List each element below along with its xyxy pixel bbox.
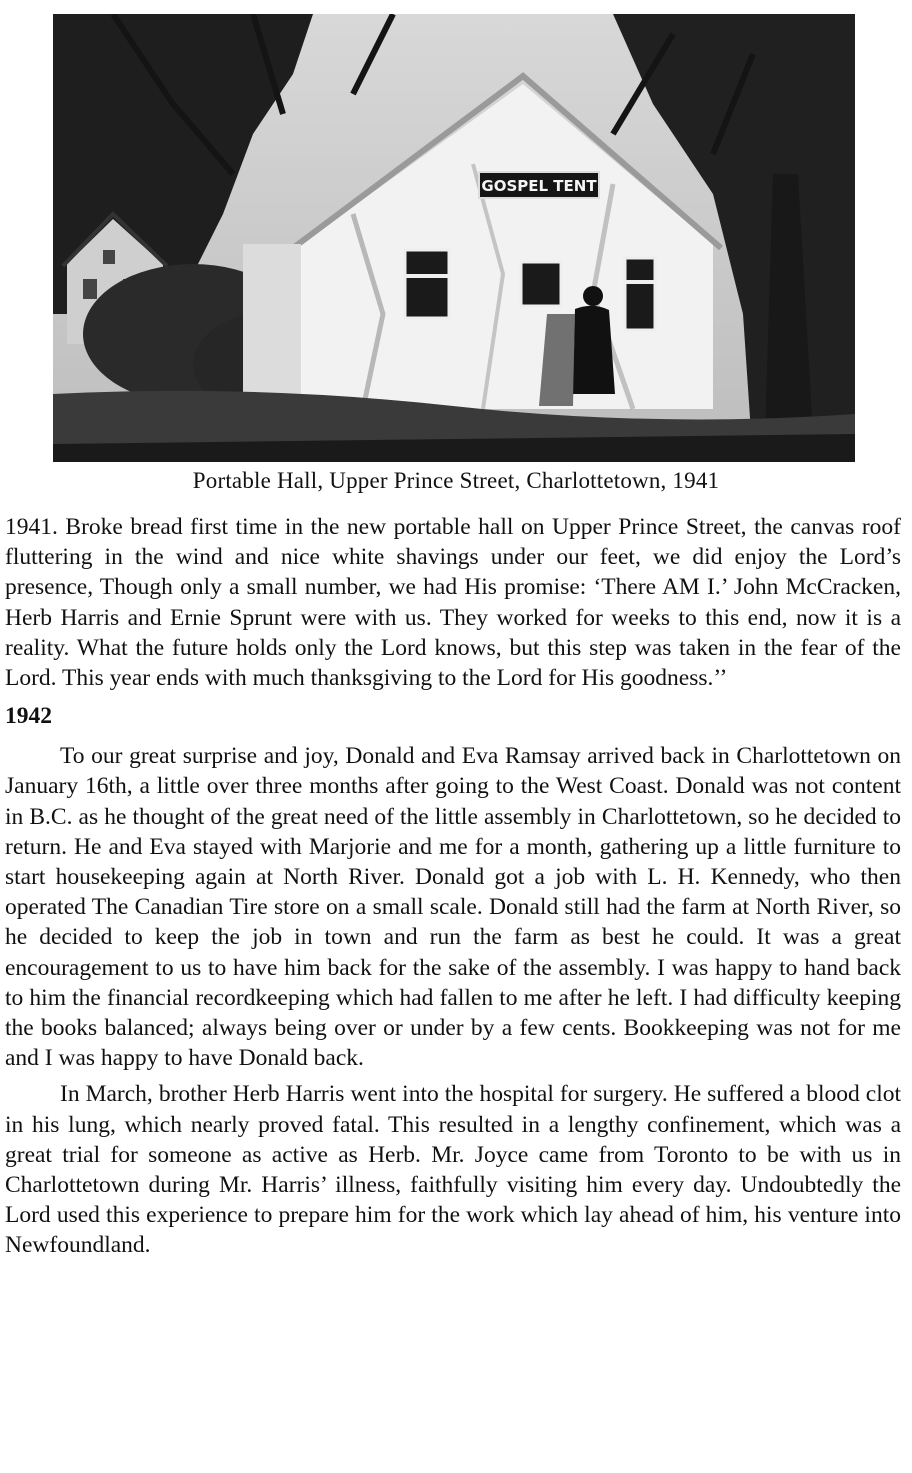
article-body — [5, 512, 901, 1261]
sign-text: GOSPEL TENT — [481, 177, 597, 195]
portable-hall-photo — [53, 14, 855, 462]
paragraph-herb-harris: In March, brother Herb Harris went into the hospital for surgery. He suffered a blood clot in his lung, which nearly proved fatal. This resulted in a lengthy confinement, which was a great trial for someone as active as Herb. Mr. Joyce came from Toronto to be with us in Charlottetown during Mr. Harris’ illness, faithfully visiting him every day. Undoubtedly the Lord used this experience to prepare him for the work which lay ahead of him, his venture into Newfoundland. — [5, 1081, 901, 1259]
photo-caption: Portable Hall, Upper Prince Street, Charlottetown, 1941 — [192, 468, 720, 493]
photo-illustration — [53, 14, 855, 462]
paragraph-ramsay-return: To our great surprise and joy, Donald and Eva Ramsay arrived back in Charlottetown on January 16th, a little over three months after going to the West Coast. Donald was not content in B.C. as he thought of the great need of the little assembly in Charlottetown, so he decided to return. He and Eva stayed with Marjorie and me for a month, gathering up a little furniture to start housekeeping again at North River. Donald got a job with L. H. Kennedy, who then operated The Canadian Tire store on a small scale. Donald still had the farm at North River, so he decided to keep the job in town and run the farm as best he could. It was a great encouragement to us to have him back for the sake of the assembly. I was happy to hand back to him the financial recordkeeping which had fallen to me after he left. I had difficulty keeping the books balanced; always being over or under by a few cents. Bookkeeping was not for me and I was happy to have Donald back. — [5, 743, 901, 1072]
gospel-tent-sign — [479, 172, 599, 198]
section-heading-1942: 1942 — [5, 703, 52, 730]
intro-paragraph: 1941. Broke bread first time in the new portable hall on Upper Prince Street, the canvas roof fluttering in the wind and nice white shavings under our feet, we did enjoy the Lord’s presence, Though only a small number, we had His promise: ‘There AM I.’ John McCracken, Herb Harris and Ernie Sprunt were with us. They worked for weeks to this end, now it is a reality. What the future holds only the Lord knows, but this step was taken in the fear of the Lord. This year ends with much thanksgiving to the Lord for His goodness.’’ — [5, 514, 901, 692]
